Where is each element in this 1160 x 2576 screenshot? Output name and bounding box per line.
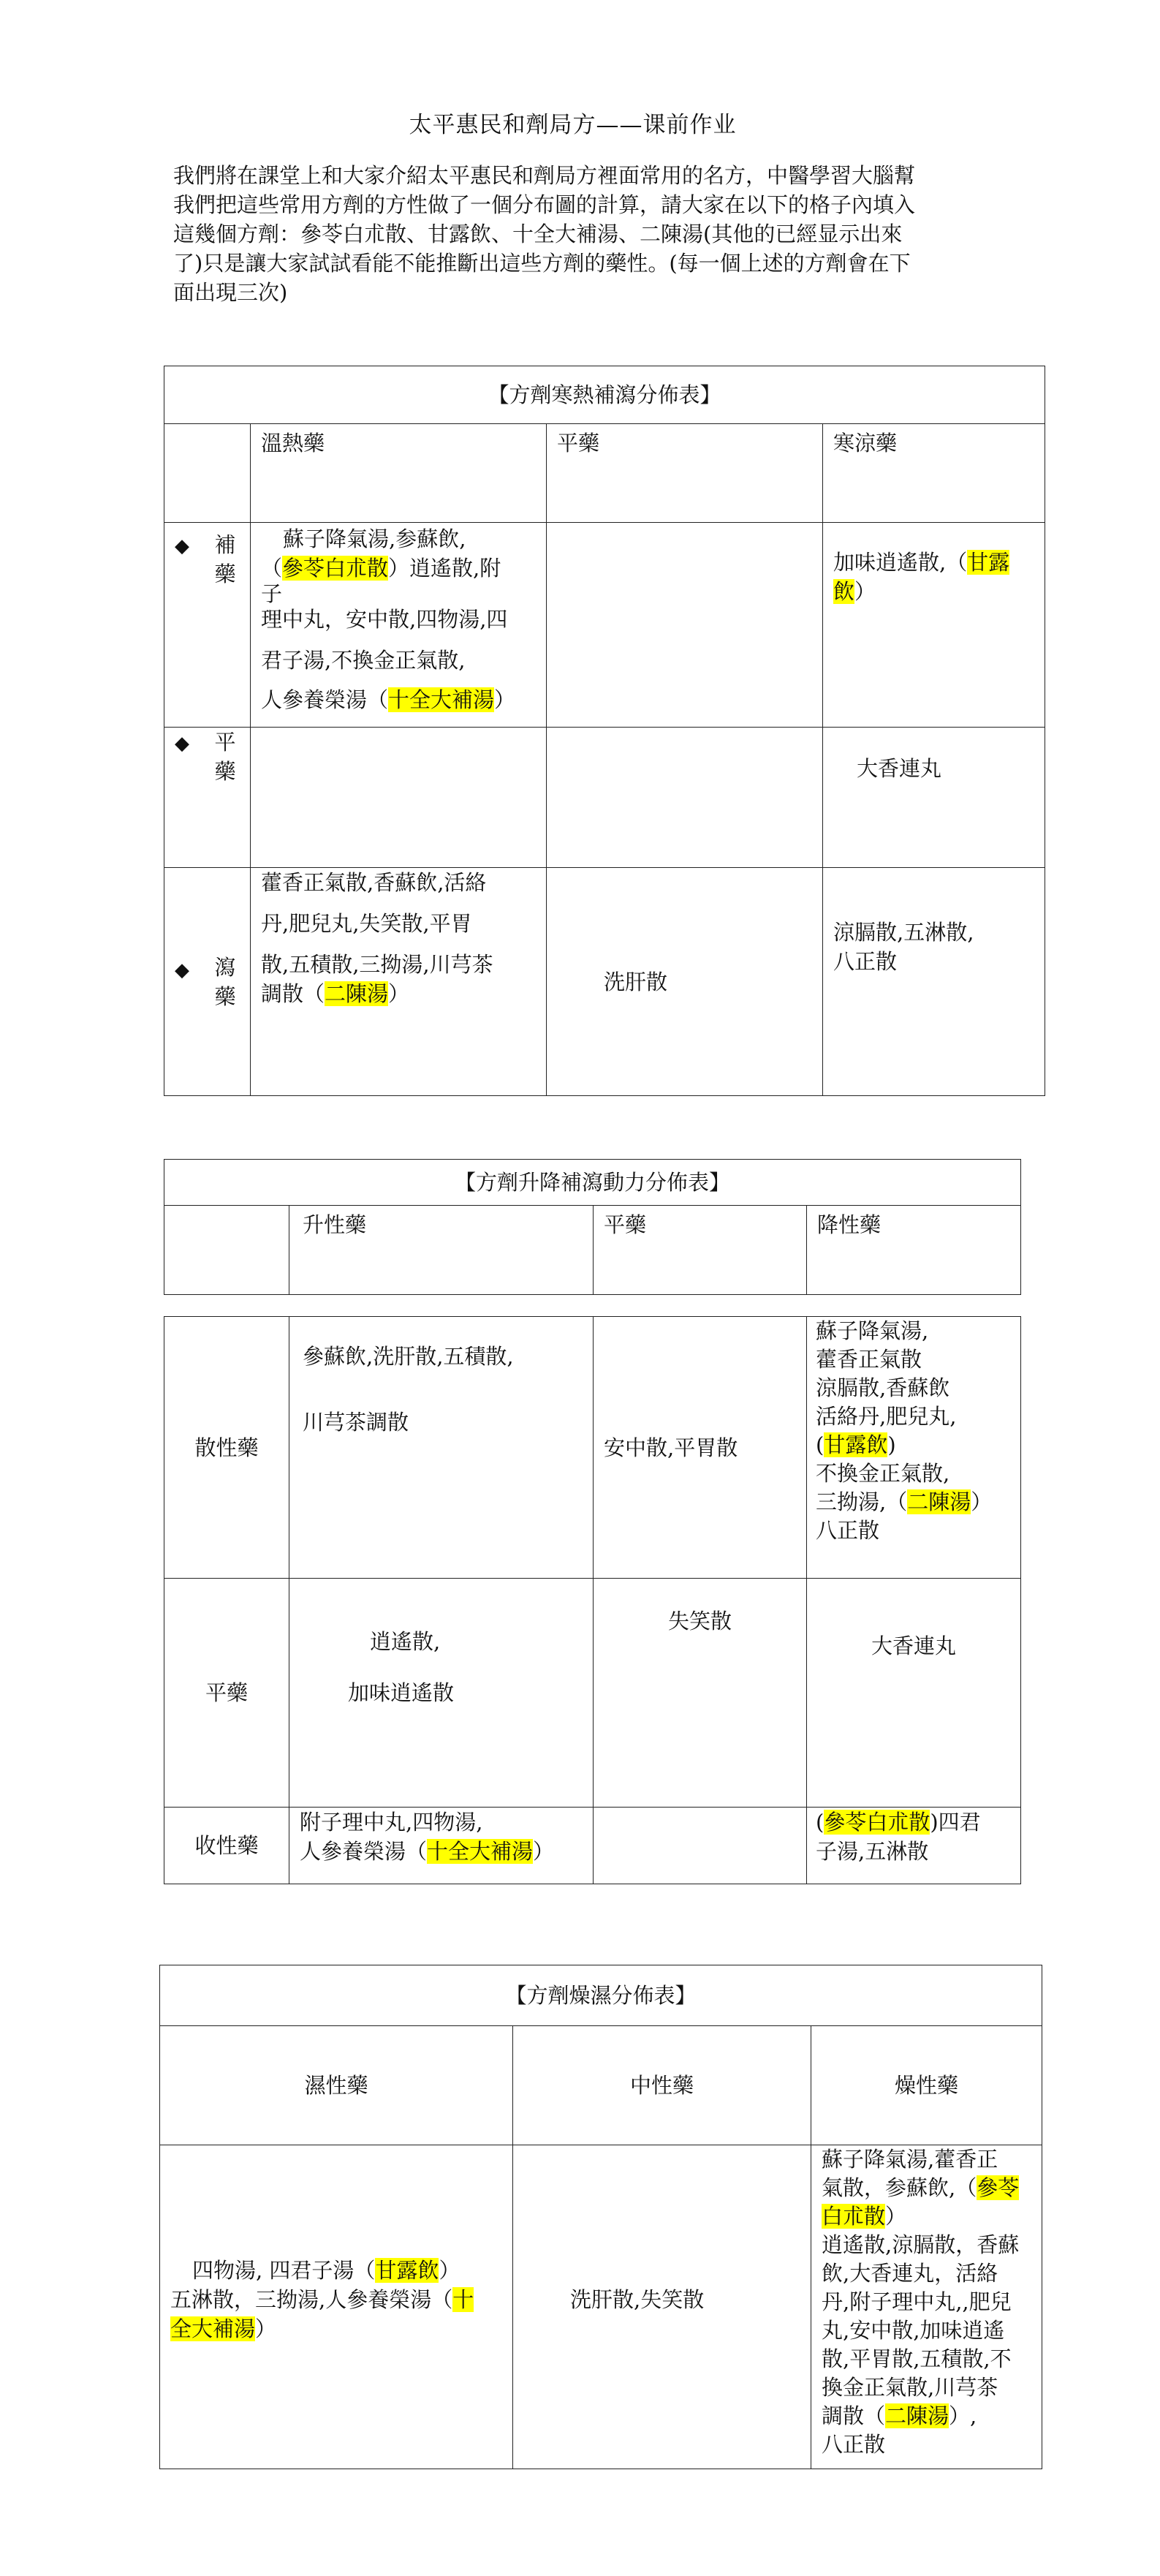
intro-line: 我們將在課堂上和大家介紹太平惠民和劑局方裡面常用的名方，中醫學習大腦幫 bbox=[173, 163, 916, 188]
row-label-neutral: 平藥 bbox=[164, 1579, 289, 1808]
cell-disperse-descend: 蘇子降氣湯, 藿香正氣散 涼膈散,香蘇飲 活絡丹,肥兒丸, (甘露飲) 不換金正氣散, 三拗湯,（二陳湯） 八正散 bbox=[807, 1317, 1021, 1579]
header-neutral: 平藥 bbox=[594, 1206, 807, 1295]
cell-neutral-cold: 大香連丸 bbox=[823, 728, 1045, 868]
cell-purge-neutral: 洗肝散 bbox=[547, 868, 823, 1096]
page-title: 太平惠民和劑局方——课前作业 bbox=[409, 112, 737, 138]
table-caption: 【方劑燥濕分佈表】 bbox=[160, 1965, 1042, 2026]
header-damp: 濕性藥 bbox=[160, 2026, 513, 2145]
cell-tonify-neutral bbox=[547, 523, 823, 728]
cell-neutral-neutral: 失笑散 bbox=[594, 1579, 807, 1808]
cell-dry: 蘇子降氣湯,藿香正 氣散，参蘇飲,（參苓 白朮散） 逍遙散,涼膈散，香蘇 飲,大香連丸，活絡 丹,附子理中丸,,肥兒 丸,安中散,加味逍遙 散,平胃散,五積散,不 換金正氣散,川芎茶 調散（二陳湯）, 八正散 bbox=[811, 2145, 1042, 2469]
row-label-purge: ◆ 瀉 藥 bbox=[164, 868, 251, 1096]
cell-astringe-descend: (參苓白朮散)四君 子湯,五淋散 bbox=[807, 1808, 1021, 1884]
intro-line: 面出現三次) bbox=[173, 280, 288, 305]
row-label-disperse: 散性藥 bbox=[164, 1317, 289, 1579]
cell-neutral-descend: 大香連丸 bbox=[807, 1579, 1021, 1808]
cell-neutral-ascend: 逍遙散, 加味逍遙散 bbox=[289, 1579, 594, 1808]
header-neutral: 平藥 bbox=[547, 424, 823, 523]
table-caption: 【方劑寒熱補瀉分佈表】 bbox=[164, 366, 1045, 424]
header-ascend: 升性藥 bbox=[289, 1206, 594, 1295]
intro-line: 這幾個方劑：參苓白朮散、甘露飲、十全大補湯、二陳湯(其他的已經显示出來 bbox=[173, 222, 903, 246]
intro-line: 我們把這些常用方劑的方性做了一個分布圖的計算，請大家在以下的格子內填入 bbox=[173, 192, 916, 217]
table-ascend-descend-header bbox=[164, 1159, 1021, 1295]
cell-neutral: 洗肝散,失笑散 bbox=[513, 2145, 811, 2469]
cell-neutral-warm bbox=[251, 728, 547, 868]
table-caption: 【方劑升降補瀉動力分佈表】 bbox=[164, 1160, 1021, 1206]
cell-purge-warm: 藿香正氣散,香蘇飲,活絡 丹,肥兒丸,失笑散,平胃 散,五積散,三拗湯,川芎茶 調散（二陳湯） bbox=[251, 868, 547, 1096]
header-dry: 燥性藥 bbox=[811, 2026, 1042, 2145]
cell-astringe-ascend: 附子理中丸,四物湯, 人參養榮湯（十全大補湯） bbox=[289, 1808, 594, 1884]
table-ascend-descend-body bbox=[164, 1316, 1021, 1884]
cell-tonify-cold: 加味逍遙散,（甘露 飲） bbox=[823, 523, 1045, 728]
header-warm: 溫熱藥 bbox=[251, 424, 547, 523]
diamond-bullet-icon: ◆ bbox=[175, 733, 189, 755]
cell-disperse-neutral: 安中散,平胃散 bbox=[594, 1317, 807, 1579]
row-label-tonify: ◆ 補 藥 bbox=[164, 523, 251, 728]
cell-damp: 四物湯, 四君子湯（甘露飲） 五淋散，三拗湯,人參養榮湯（十 全大補湯） bbox=[160, 2145, 513, 2469]
corner-cell bbox=[164, 1206, 289, 1295]
header-descend: 降性藥 bbox=[807, 1206, 1021, 1295]
diamond-bullet-icon: ◆ bbox=[175, 535, 189, 557]
cell-disperse-ascend: 參蘇飲,洗肝散,五積散, 川芎茶調散 bbox=[289, 1317, 594, 1579]
cell-tonify-warm: 蘇子降氣湯,参蘇飲, （參苓白朮散）逍遙散,附 子 理中丸，安中散,四物湯,四 君子湯,不換金正氣散, 人參養榮湯（十全大補湯） bbox=[251, 523, 547, 728]
intro-line: 了)只是讓大家試試看能不能推斷出這些方劑的藥性。(每一個上述的方劑會在下 bbox=[173, 251, 911, 276]
cell-neutral-neutral bbox=[547, 728, 823, 868]
cell-purge-cold: 涼膈散,五淋散, 八正散 bbox=[823, 868, 1045, 1096]
table-dry-damp bbox=[159, 1965, 1042, 2469]
diamond-bullet-icon: ◆ bbox=[175, 959, 189, 981]
intro-paragraph bbox=[173, 161, 1014, 307]
header-cold: 寒涼藥 bbox=[823, 424, 1045, 523]
table-cold-heat bbox=[164, 366, 1045, 1096]
cell-astringe-neutral bbox=[594, 1808, 807, 1884]
row-label-neutral: ◆ 平 藥 bbox=[164, 728, 251, 868]
corner-cell bbox=[164, 424, 251, 523]
row-label-astringe: 收性藥 bbox=[164, 1808, 289, 1884]
header-neutral: 中性藥 bbox=[513, 2026, 811, 2145]
